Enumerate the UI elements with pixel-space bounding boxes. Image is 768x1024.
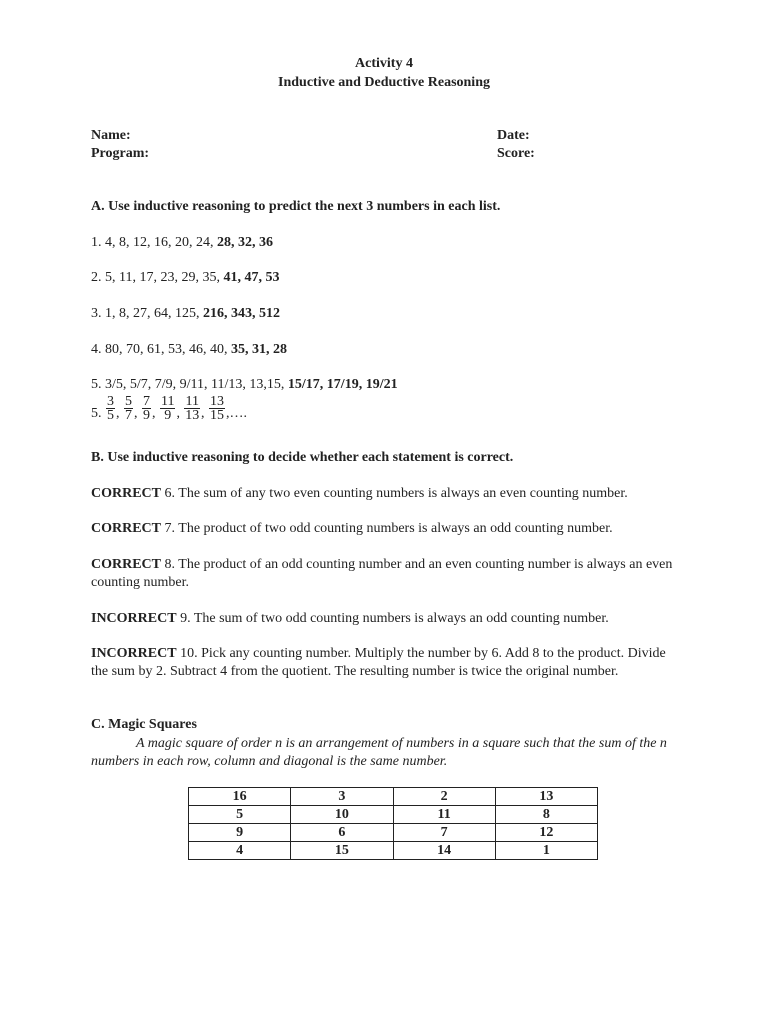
program-label: Program:	[91, 146, 150, 161]
section-c-heading: C. Magic Squares	[91, 717, 197, 732]
statement-item	[91, 520, 681, 538]
sequence-given: 1. 4, 8, 12, 16, 20, 24,	[91, 235, 217, 250]
table-cell: 6	[291, 824, 393, 842]
sequence-given: 2. 5, 11, 17, 23, 29, 35,	[91, 270, 224, 285]
table-cell: 2	[393, 788, 495, 806]
table-row	[189, 806, 598, 824]
fraction: $\frac{3}{5}$	[107, 393, 114, 423]
name-label: Name:	[91, 128, 131, 143]
sequence-item	[91, 377, 398, 393]
document-title: Inductive and Deductive Reasoning	[278, 75, 490, 90]
sequence-answer: 41, 47, 53	[223, 270, 280, 285]
table-cell: 11	[393, 806, 495, 824]
sequence-answer: 28, 32, 36	[217, 235, 273, 250]
magic-square-definition: A magic square of order n is an arrangement of numbers in a square such that the sum of the n numbers in each row, column and diagonal is the same number.	[91, 736, 667, 769]
table-cell: 15	[291, 842, 393, 860]
ellipsis: ,….	[225, 406, 247, 421]
sequence-answer: 216, 343, 512	[203, 306, 280, 321]
table-cell: 1	[495, 842, 597, 860]
table-cell: 8	[495, 806, 597, 824]
table-cell: 10	[291, 806, 393, 824]
statement-item	[91, 645, 681, 681]
table-row	[189, 824, 598, 842]
table-cell: 13	[495, 788, 597, 806]
fraction: $\frac{11}{9}$	[161, 393, 175, 423]
table-cell: 5	[189, 806, 291, 824]
table-cell: 16	[189, 788, 291, 806]
table-cell: 12	[495, 824, 597, 842]
sequence-item	[91, 235, 273, 251]
table-cell: 4	[189, 842, 291, 860]
sequence-given: 3. 1, 8, 27, 64, 125,	[91, 306, 203, 321]
sequence-answer: 15/17, 17/19, 19/21	[287, 377, 398, 392]
table-cell: 7	[393, 824, 495, 842]
sequence-answer: 35, 31, 28	[231, 342, 287, 357]
sequence-item	[91, 270, 279, 286]
section-b-heading: B. Use inductive reasoning to decide whether each statement is correct.	[91, 450, 514, 465]
statement-verdict: CORRECT	[91, 486, 162, 501]
table-cell: 9	[189, 824, 291, 842]
fraction: $\frac{7}{9}$	[143, 393, 150, 423]
statement-verdict: CORRECT	[91, 557, 162, 572]
table-cell: 14	[393, 842, 495, 860]
statement-text: 7. The product of two odd counting numbers is always an odd counting number.	[161, 521, 613, 536]
statement-item	[91, 610, 681, 628]
table-cell: 3	[291, 788, 393, 806]
statement-item	[91, 556, 681, 592]
fraction-sequence: 5. $\frac{3}{5}$ , $\frac{5}{7}$ , $\frac{7}{9}$ , $\frac{11}{9}$ , $\frac{11}{13}$ , $\frac{13}{15}$ ,….	[91, 393, 247, 423]
activity-number: Activity 4	[355, 56, 413, 71]
table-row	[189, 842, 598, 860]
statement-text: 6. The sum of any two even counting numbers is always an even counting number.	[161, 486, 628, 501]
statement-item	[91, 485, 681, 503]
statement-text: 9. The sum of two odd counting numbers is always an odd counting number.	[176, 611, 609, 626]
sequence-item	[91, 342, 287, 358]
statement-text: 10. Pick any counting number. Multiply the number by 6. Add 8 to the product. Divide the sum by 2. Subtract 4 from the quotient. The resulting number is twice the original number.	[91, 646, 666, 679]
statement-verdict: INCORRECT	[91, 611, 177, 626]
fraction: $\frac{13}{15}$	[209, 393, 224, 423]
sequence-given: 5. 3/5, 5/7, 7/9, 9/11, 11/13, 13,15,	[91, 377, 288, 392]
section-a-heading: A. Use inductive reasoning to predict the next 3 numbers in each list.	[91, 199, 501, 214]
statement-text: 8. The product of an odd counting number and an even counting number is always an even counting number.	[91, 557, 673, 590]
score-label: Score:	[497, 146, 535, 161]
date-label: Date:	[497, 128, 530, 143]
statement-verdict: CORRECT	[91, 521, 162, 536]
sequence-given: 4. 80, 70, 61, 53, 46, 40,	[91, 342, 231, 357]
fraction: $\frac{11}{13}$	[185, 393, 200, 423]
statement-verdict: INCORRECT	[91, 646, 177, 661]
table-row	[189, 788, 598, 806]
fraction-item-label: 5.	[91, 406, 102, 421]
fraction: $\frac{5}{7}$	[125, 393, 132, 423]
magic-square-table	[188, 787, 598, 860]
sequence-item	[91, 306, 280, 322]
